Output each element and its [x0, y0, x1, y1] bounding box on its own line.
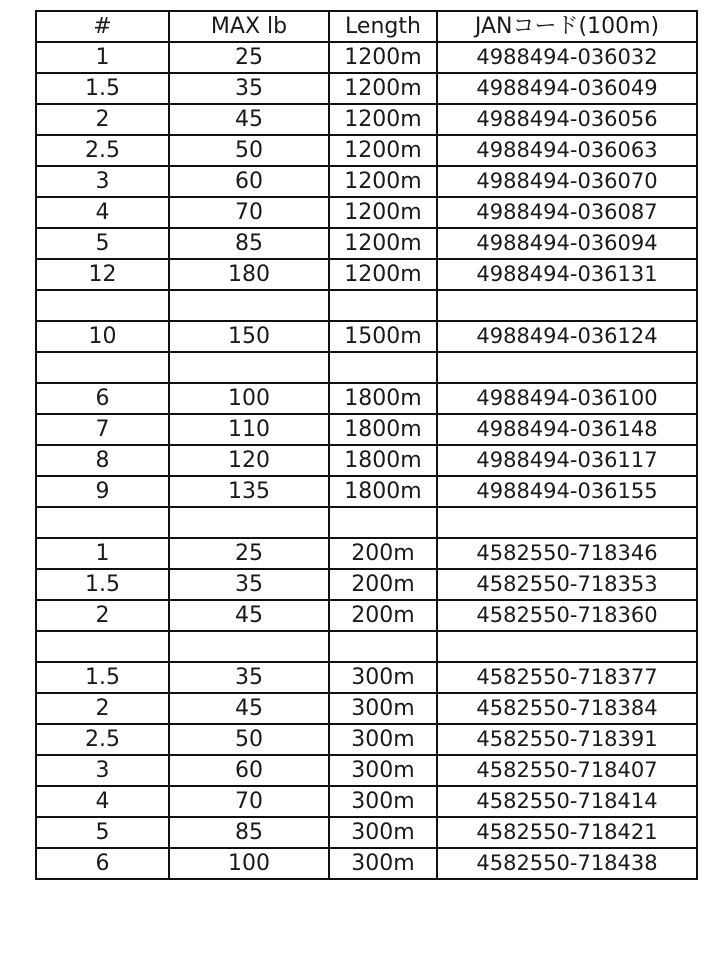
cell-size: 2.5	[36, 724, 169, 755]
cell-jan-code: 4582550-718360	[437, 600, 697, 631]
cell-size	[36, 631, 169, 662]
cell-jan-code: 4988494-036063	[437, 135, 697, 166]
cell-size: 5	[36, 228, 169, 259]
cell-size: 1.5	[36, 569, 169, 600]
cell-size: 7	[36, 414, 169, 445]
table-row	[36, 104, 697, 135]
cell-jan-code: 4582550-718414	[437, 786, 697, 817]
cell-jan-code: 4582550-718391	[437, 724, 697, 755]
table-row	[36, 414, 697, 445]
cell-size	[36, 352, 169, 383]
cell-size: 5	[36, 817, 169, 848]
cell-length: 300m	[329, 724, 437, 755]
cell-length: 1200m	[329, 259, 437, 290]
cell-length: 1500m	[329, 321, 437, 352]
cell-jan-code: 4988494-036100	[437, 383, 697, 414]
cell-size: 8	[36, 445, 169, 476]
cell-max-lb: 180	[169, 259, 329, 290]
cell-length: 200m	[329, 569, 437, 600]
header-size: #	[36, 11, 169, 42]
cell-max-lb: 45	[169, 600, 329, 631]
cell-size: 4	[36, 197, 169, 228]
cell-jan-code: 4988494-036056	[437, 104, 697, 135]
cell-length	[329, 352, 437, 383]
cell-length: 1800m	[329, 414, 437, 445]
cell-jan-code: 4988494-036070	[437, 166, 697, 197]
cell-size: 1	[36, 42, 169, 73]
cell-jan-code: 4582550-718353	[437, 569, 697, 600]
cell-max-lb: 35	[169, 569, 329, 600]
cell-length: 300m	[329, 817, 437, 848]
separator-row	[36, 352, 697, 383]
cell-max-lb: 100	[169, 848, 329, 879]
header-row	[36, 11, 697, 42]
table-row	[36, 693, 697, 724]
cell-jan-code: 4582550-718384	[437, 693, 697, 724]
cell-size: 10	[36, 321, 169, 352]
table-row	[36, 538, 697, 569]
cell-size: 2	[36, 693, 169, 724]
cell-length: 1200m	[329, 73, 437, 104]
cell-max-lb: 85	[169, 817, 329, 848]
separator-row	[36, 290, 697, 321]
cell-jan-code	[437, 507, 697, 538]
cell-max-lb: 150	[169, 321, 329, 352]
table-row	[36, 321, 697, 352]
cell-max-lb	[169, 352, 329, 383]
cell-max-lb: 60	[169, 755, 329, 786]
cell-max-lb: 50	[169, 135, 329, 166]
cell-length: 200m	[329, 538, 437, 569]
cell-length: 1200m	[329, 228, 437, 259]
cell-jan-code: 4582550-718421	[437, 817, 697, 848]
cell-size: 2	[36, 600, 169, 631]
cell-length: 1800m	[329, 445, 437, 476]
cell-size	[36, 507, 169, 538]
cell-jan-code: 4988494-036124	[437, 321, 697, 352]
cell-jan-code: 4988494-036148	[437, 414, 697, 445]
cell-jan-code: 4988494-036117	[437, 445, 697, 476]
cell-max-lb: 120	[169, 445, 329, 476]
table-row	[36, 166, 697, 197]
header-jan-code: JANコード(100m)	[437, 11, 697, 42]
table-row	[36, 724, 697, 755]
cell-max-lb: 45	[169, 104, 329, 135]
table-row	[36, 662, 697, 693]
header-max-lb: MAX lb	[169, 11, 329, 42]
cell-length	[329, 631, 437, 662]
cell-size: 12	[36, 259, 169, 290]
cell-jan-code: 4582550-718346	[437, 538, 697, 569]
cell-length: 1200m	[329, 166, 437, 197]
cell-length: 1800m	[329, 476, 437, 507]
cell-length: 300m	[329, 755, 437, 786]
cell-max-lb	[169, 507, 329, 538]
cell-size: 3	[36, 755, 169, 786]
cell-length: 1200m	[329, 135, 437, 166]
cell-size: 1.5	[36, 662, 169, 693]
cell-max-lb	[169, 290, 329, 321]
cell-max-lb: 35	[169, 73, 329, 104]
cell-jan-code	[437, 290, 697, 321]
cell-size	[36, 290, 169, 321]
cell-length: 1200m	[329, 42, 437, 73]
table-row	[36, 42, 697, 73]
cell-length	[329, 507, 437, 538]
cell-length	[329, 290, 437, 321]
cell-size: 2	[36, 104, 169, 135]
table-row	[36, 135, 697, 166]
cell-jan-code: 4988494-036049	[437, 73, 697, 104]
table-row	[36, 755, 697, 786]
cell-jan-code: 4988494-036087	[437, 197, 697, 228]
table-body	[36, 42, 697, 879]
cell-max-lb: 35	[169, 662, 329, 693]
table-row	[36, 228, 697, 259]
cell-jan-code: 4988494-036155	[437, 476, 697, 507]
cell-jan-code: 4582550-718438	[437, 848, 697, 879]
cell-length: 300m	[329, 662, 437, 693]
table-row	[36, 259, 697, 290]
cell-length: 1200m	[329, 104, 437, 135]
cell-length: 300m	[329, 786, 437, 817]
table-row	[36, 197, 697, 228]
cell-max-lb: 135	[169, 476, 329, 507]
cell-size: 9	[36, 476, 169, 507]
table-row	[36, 476, 697, 507]
cell-length: 300m	[329, 848, 437, 879]
separator-row	[36, 507, 697, 538]
cell-max-lb: 50	[169, 724, 329, 755]
cell-size: 4	[36, 786, 169, 817]
cell-length: 1800m	[329, 383, 437, 414]
cell-max-lb	[169, 631, 329, 662]
cell-jan-code: 4582550-718407	[437, 755, 697, 786]
table-row	[36, 383, 697, 414]
cell-max-lb: 25	[169, 538, 329, 569]
cell-size: 2.5	[36, 135, 169, 166]
cell-max-lb: 110	[169, 414, 329, 445]
cell-max-lb: 85	[169, 228, 329, 259]
cell-jan-code: 4988494-036032	[437, 42, 697, 73]
table-row	[36, 569, 697, 600]
cell-max-lb: 100	[169, 383, 329, 414]
separator-row	[36, 631, 697, 662]
cell-jan-code: 4582550-718377	[437, 662, 697, 693]
cell-size: 1	[36, 538, 169, 569]
table-row	[36, 817, 697, 848]
cell-max-lb: 60	[169, 166, 329, 197]
header-length: Length	[329, 11, 437, 42]
cell-length: 200m	[329, 600, 437, 631]
cell-jan-code	[437, 631, 697, 662]
cell-jan-code: 4988494-036094	[437, 228, 697, 259]
cell-size: 1.5	[36, 73, 169, 104]
cell-jan-code	[437, 352, 697, 383]
table-row	[36, 445, 697, 476]
table-row	[36, 73, 697, 104]
cell-max-lb: 25	[169, 42, 329, 73]
cell-jan-code: 4988494-036131	[437, 259, 697, 290]
line-spec-table	[35, 10, 698, 880]
cell-max-lb: 70	[169, 786, 329, 817]
cell-length: 300m	[329, 693, 437, 724]
cell-max-lb: 70	[169, 197, 329, 228]
table-row	[36, 600, 697, 631]
cell-max-lb: 45	[169, 693, 329, 724]
table-row	[36, 848, 697, 879]
cell-length: 1200m	[329, 197, 437, 228]
cell-size: 6	[36, 848, 169, 879]
cell-size: 6	[36, 383, 169, 414]
cell-size: 3	[36, 166, 169, 197]
table-row	[36, 786, 697, 817]
